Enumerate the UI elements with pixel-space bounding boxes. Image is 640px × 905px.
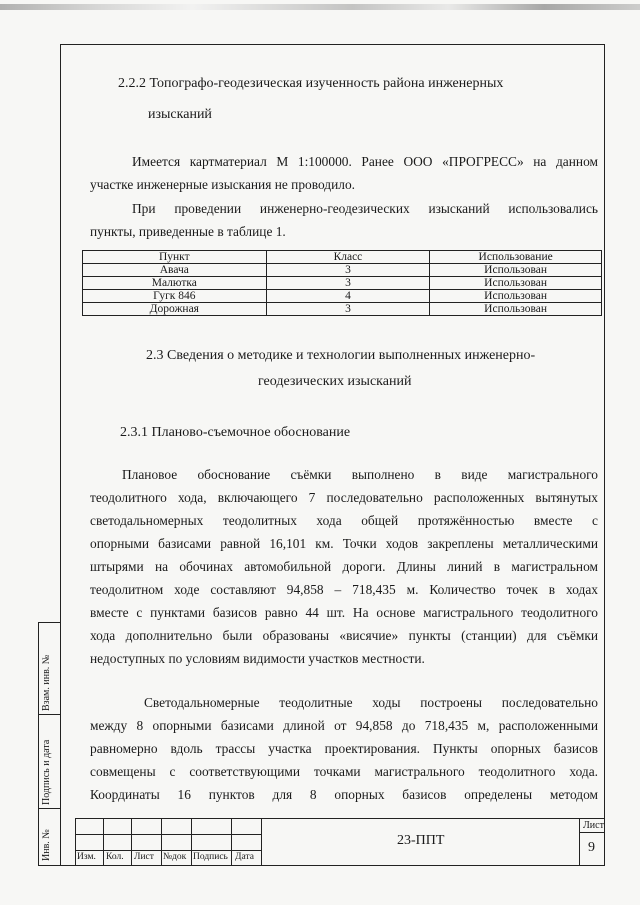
table-row bbox=[83, 264, 602, 277]
table-cell: Малютка bbox=[83, 277, 267, 290]
table-row bbox=[83, 303, 602, 316]
paragraph-points-used bbox=[90, 197, 598, 243]
paragraph-line: участке инженерные изыскания не проводило. bbox=[90, 177, 355, 192]
table-cell: Гугк 846 bbox=[83, 290, 267, 303]
side-label-inv: Инв. № bbox=[41, 829, 52, 861]
points-table bbox=[82, 250, 602, 316]
paragraph-line: пункты, приведенные в таблице 1. bbox=[90, 224, 286, 239]
table-header-row bbox=[83, 251, 602, 264]
tb-line bbox=[161, 818, 162, 866]
title-block bbox=[75, 818, 605, 866]
paragraph-line: При проведении инженерно-геодезических изысканий использовались bbox=[132, 201, 598, 216]
side-label-vzam: Взам. инв. № bbox=[41, 654, 52, 711]
heading-222-line2: изысканий bbox=[148, 107, 212, 122]
table-cell: 3 bbox=[266, 303, 430, 316]
paragraph-line: вместе с пунктами базисов равно 44 шт. На основе магистрального теодолитного bbox=[90, 605, 598, 620]
tb-line bbox=[261, 818, 262, 866]
paragraph-traverses bbox=[90, 691, 598, 806]
table-cell: Использован bbox=[430, 290, 602, 303]
paragraph-line: теодолитном ходе составляют 94,858 – 718,435 м. Количество точек в ходах bbox=[90, 582, 598, 597]
side-label-podpis: Подпись и дата bbox=[41, 739, 52, 805]
paragraph-map-material bbox=[90, 150, 598, 196]
table-header-cell: Использование bbox=[430, 251, 602, 264]
tb-line bbox=[75, 818, 76, 866]
table-row bbox=[83, 290, 602, 303]
tb-line bbox=[103, 818, 104, 866]
table-cell: Использован bbox=[430, 277, 602, 290]
tb-col-izm: Изм. bbox=[77, 852, 96, 862]
paragraph-line: Координаты 16 пунктов для 8 опорных базисов определены методом bbox=[90, 787, 598, 802]
paragraph-line: штырями на обочинах автомобильной дороги. Длины линий в магистральном bbox=[90, 559, 598, 574]
table-cell: Дорожная bbox=[83, 303, 267, 316]
tb-line bbox=[131, 818, 132, 866]
tb-col-ndok: №док bbox=[163, 852, 187, 862]
heading-23-line2: геодезических изысканий bbox=[258, 374, 412, 389]
heading-222-line1: 2.2.2 Топографо-геодезическая изученность района инженерных bbox=[118, 76, 504, 91]
side-cell-podpis bbox=[39, 715, 60, 809]
heading-23-line1: 2.3 Сведения о методике и технологии выполненных инженерно- bbox=[146, 348, 536, 363]
table-cell: 3 bbox=[266, 277, 430, 290]
paragraph-line: теодолитного хода, включающего 7 последовательно расположенных вытянутых bbox=[90, 490, 598, 505]
paragraph-survey-basis bbox=[90, 463, 598, 670]
heading-231: 2.3.1 Планово-съемочное обоснование bbox=[120, 425, 351, 440]
paragraph-line: опорными базисами равной 16,101 км. Точки ходов закреплены металлическими bbox=[90, 536, 598, 551]
paragraph-line: Плановое обоснование съёмки выполнено в виде магистрального bbox=[122, 467, 598, 482]
tb-line bbox=[579, 832, 605, 833]
scan-artifact bbox=[0, 4, 640, 10]
table-header-cell: Пункт bbox=[83, 251, 267, 264]
table-cell: 4 bbox=[266, 290, 430, 303]
table-cell: 3 bbox=[266, 264, 430, 277]
paragraph-line: Имеется картматериал М 1:100000. Ранее ООО «ПРОГРЕСС» на данном bbox=[132, 154, 598, 169]
paragraph-line: равномерно вдоль трассы участка проектирования. Пункты опорных базисов bbox=[90, 741, 598, 756]
tb-line bbox=[75, 818, 605, 819]
tb-col-data: Дата bbox=[235, 852, 254, 862]
table-cell: Авача bbox=[83, 264, 267, 277]
paragraph-line: хода дополнительно были образованы «висячие» пункты (станции) для съёмки bbox=[90, 628, 598, 643]
table-header-cell: Класс bbox=[266, 251, 430, 264]
paragraph-line: между 8 опорными базисами длиной от 94,858 до 718,435 м, расположенными bbox=[90, 718, 598, 733]
sheet-label: Лист bbox=[583, 820, 604, 831]
document-code: 23-ППТ bbox=[397, 833, 445, 848]
tb-col-podpis: Подпись bbox=[193, 852, 228, 862]
paragraph-line: совмещены с соответствующими точками магистрального теодолитного хода. bbox=[90, 764, 598, 779]
paragraph-line: Светодальномерные теодолитные ходы построены последовательно bbox=[144, 695, 598, 710]
tb-line bbox=[579, 818, 580, 866]
table-row bbox=[83, 277, 602, 290]
tb-line bbox=[191, 818, 192, 866]
side-cell-vzam bbox=[39, 623, 60, 715]
tb-line bbox=[231, 818, 232, 866]
table-cell: Использован bbox=[430, 264, 602, 277]
table-cell: Использован bbox=[430, 303, 602, 316]
tb-col-list: Лист bbox=[134, 852, 154, 862]
sheet-number: 9 bbox=[588, 840, 595, 855]
paragraph-line: недоступных по условиям видимости участков местности. bbox=[90, 651, 425, 666]
side-stamp bbox=[38, 622, 60, 866]
paragraph-line: светодальномерных теодолитных хода общей протяжённостью вместе с bbox=[90, 513, 598, 528]
tb-col-kol: Кол. bbox=[106, 852, 124, 862]
side-cell-inv bbox=[39, 809, 60, 867]
